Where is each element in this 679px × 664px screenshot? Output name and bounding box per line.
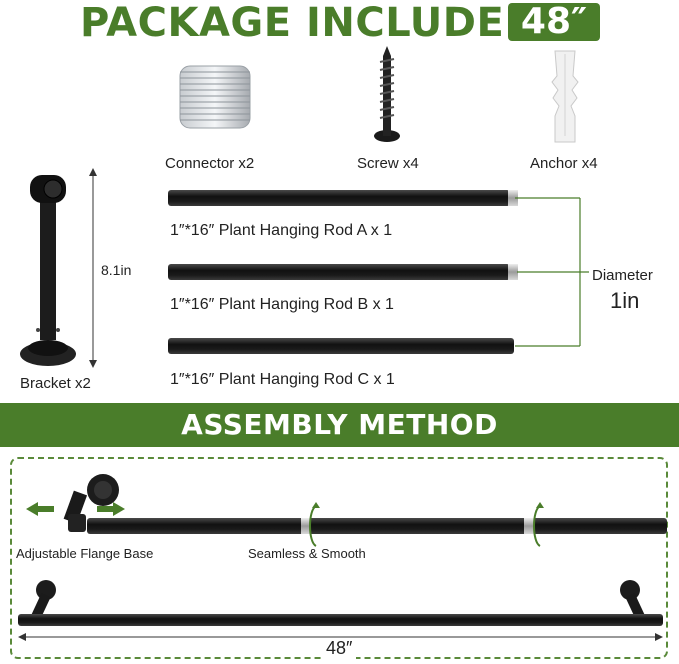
- rod-b-label: 1″*16″ Plant Hanging Rod B x 1: [170, 296, 394, 313]
- bracket-label: Bracket x2: [20, 375, 91, 392]
- size-badge: 48″: [508, 3, 600, 41]
- arrow-right-icon: [97, 502, 125, 516]
- diameter-label: Diameter: [592, 267, 653, 284]
- rod-c-label: 1″*16″ Plant Hanging Rod C x 1: [170, 371, 395, 388]
- bracket-height-label: 8.1in: [101, 262, 132, 278]
- screw-illustration: [372, 46, 402, 146]
- diameter-value: 1in: [610, 288, 640, 313]
- bracket-height-arrow: [86, 168, 100, 368]
- rotate-icon: [306, 502, 320, 550]
- rod-a: [168, 190, 510, 206]
- connector-illustration: [178, 64, 252, 130]
- assembly-banner: ASSEMBLY METHOD: [0, 403, 679, 447]
- screw-label: Screw x4: [357, 155, 419, 172]
- diameter-callout-lines: [505, 190, 595, 355]
- page-title: PACKAGE INCLUDE: [80, 0, 505, 46]
- anchor-illustration: [545, 46, 585, 146]
- arrow-left-icon: [26, 502, 54, 516]
- rod-b: [168, 264, 510, 280]
- connector-label: Connector x2: [165, 155, 255, 172]
- bracket-illustration: [20, 170, 80, 370]
- joined-rod: [87, 518, 667, 534]
- flange-label: Adjustable Flange Base: [16, 546, 154, 561]
- rod-a-label: 1″*16″ Plant Hanging Rod A x 1: [170, 222, 393, 239]
- anchor-label: Anchor x4: [530, 155, 598, 172]
- length-label: 48″: [322, 638, 356, 659]
- seamless-label: Seamless & Smooth: [248, 546, 366, 561]
- rod-c: [168, 338, 514, 354]
- full-rod: [18, 614, 663, 626]
- rotate-icon: [530, 502, 544, 550]
